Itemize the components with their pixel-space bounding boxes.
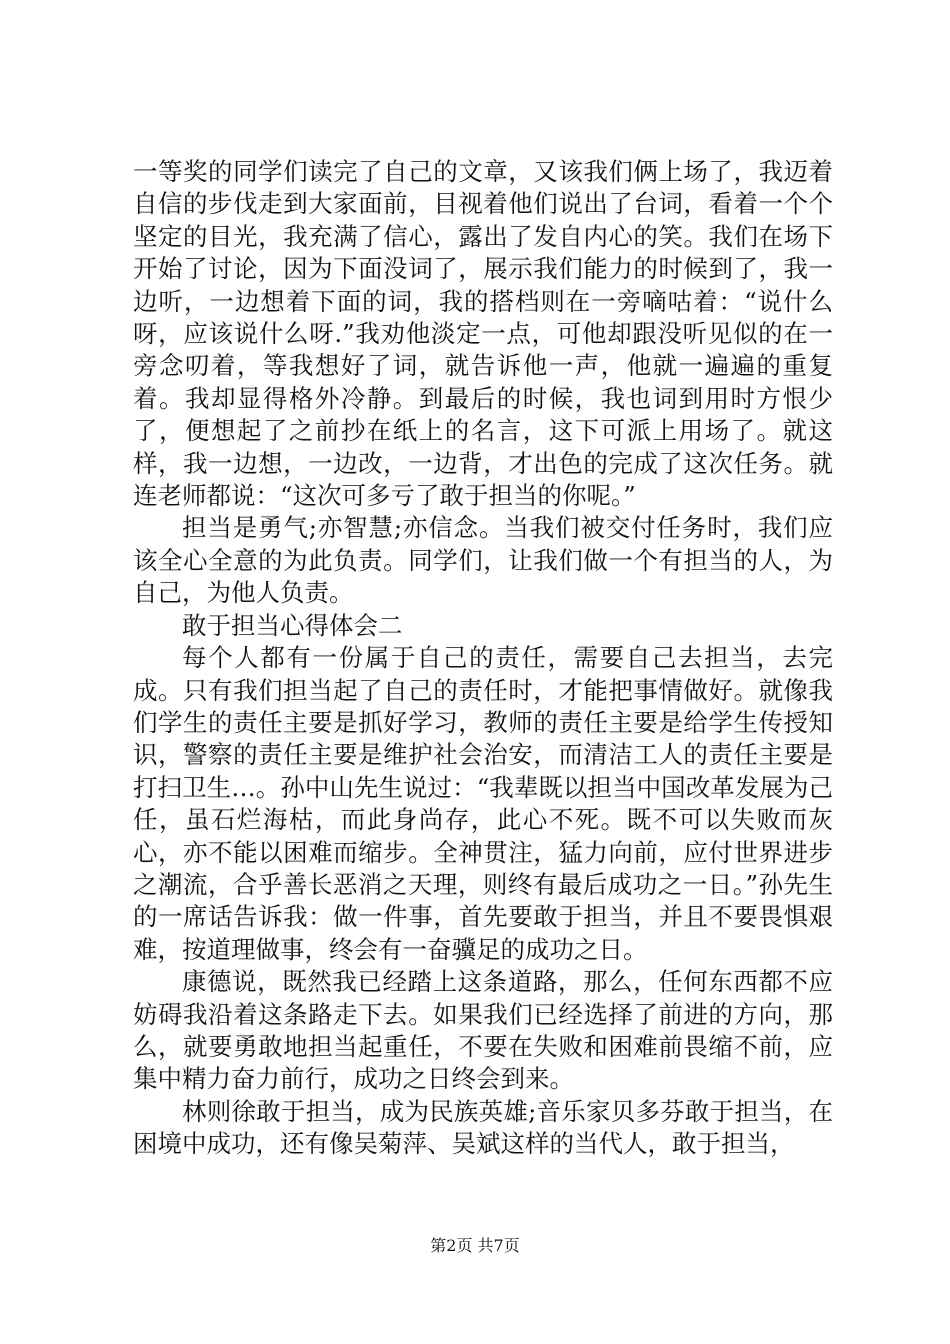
paragraph-5: 林则徐敢于担当，成为民族英雄;音乐家贝多芬敢于担当，在困境中成功，还有像吴菊萍、吴斌这样的当代人，敢于担当， [133,1096,833,1159]
page-footer: 第2页 共7页 [430,1236,520,1255]
paragraph-2: 担当是勇气;亦智慧;亦信念。当我们被交付任务时，我们应该全心全意的为此负责。同学们，让我们做一个有担当的人，为自己，为他人负责。 [133,513,833,608]
paragraph-3: 每个人都有一份属于自己的责任，需要自己去担当，去完成。只有我们担当起了自己的责任时，才能把事情做好。就像我们学生的责任主要是抓好学习，教师的责任主要是给学生传授知识，警察的责任主要是维护社会治安，而清洁工人的责任主要是打扫卫生…。孙中山先生说过：“我辈既以担当中国改革发展为己任，虽石烂海枯，而此身尚存，此心不死。既不可以失败而灰心，亦不能以困难而缩步。全神贯注，猛力向前，应付世界进步之潮流，合乎善长恶消之天理，则终有最后成功之一日。”孙先生的一席话告诉我：做一件事，首先要敢于担当，并且不要畏惧艰难，按道理做事，终会有一奋骥足的成功之日。 [133,643,833,964]
paragraph-1: 一等奖的同学们读完了自己的文章，又该我们俩上场了，我迈着自信的步伐走到大家面前，目视着他们说出了台词，看着一个个坚定的目光，我充满了信心，露出了发自内心的笑。我们在场下开始了讨论，因为下面没词了，展示我们能力的时候到了，我一边听，一边想着下面的词，我的搭档则在一旁嘀咕着：“说什么呀，应该说什么呀.”我劝他淡定一点，可他却跟没听见似的在一旁念叨着，等我想好了词，就告诉他一声，他就一遍遍的重复着。我却显得格外冷静。到最后的时候，我也词到用时方恨少了，便想起了之前抄在纸上的名言，这下可派上用场了。就这样，我一边想，一边改，一边背，才出色的完成了这次任务。就连老师都说：“这次可多亏了敢于担当的你呢。” [133,157,833,511]
document-body [133,156,833,1161]
section-heading: 敢于担当心得体会二 [182,610,403,640]
paragraph-4: 康德说，既然我已经踏上这条道路，那么，任何东西都不应妨碍我沿着这条路走下去。如果我们已经选择了前进的方向，那么，就要勇敢地担当起重任，不要在失败和困难前畏缩不前，应集中精力奋力前行，成功之日终会到来。 [133,967,833,1094]
